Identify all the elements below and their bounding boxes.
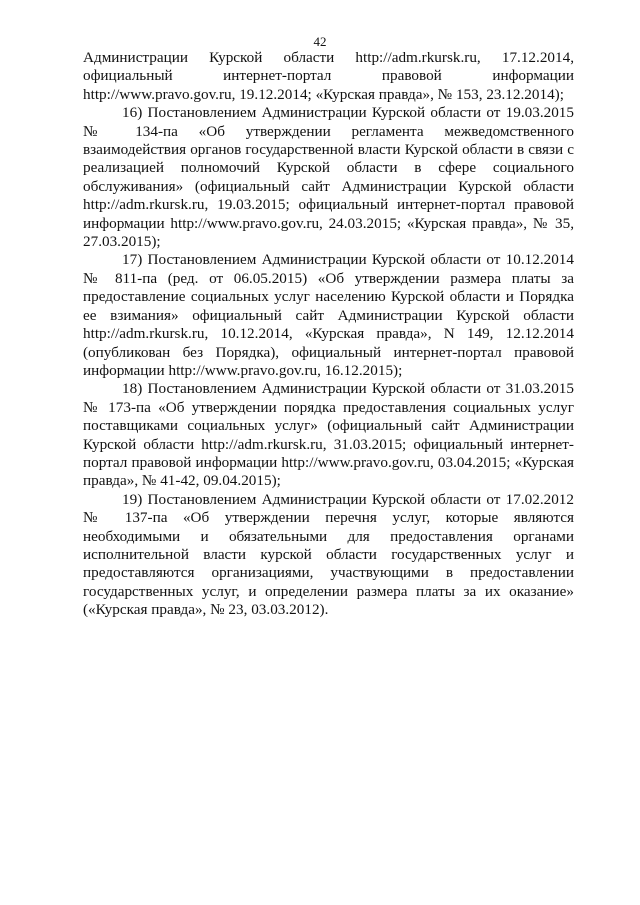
paragraph-item-19: 19) Постановлением Администрации Курской области от 17.02.2012 № 137-па «Об утверждении перечня услуг, которые являются необходимыми и обязательными для предоставления органами исполнительной власти курской области государственных услуг и предоставляются организациями, участвующими в предоставлении государственных услуг, и определении размера платы за их оказание» («Курская правда», № 23, 03.03.2012). (83, 490, 574, 619)
paragraph-item-17: 17) Постановлением Администрации Курской области от 10.12.2014 № 811-па (ред. от 06.05.2015) «Об утверждении размера платы за предоставление социальных услуг населению Курской области и Порядка ее взимания» официальный сайт Администрации Курской области http://adm.rkursk.ru, 10.12.2014, «Курская правда», N 149, 12.12.2014 (опубликован без Порядка), официальный интернет-портал правовой информации http://www.pravo.gov.ru, 16.12.2015); (83, 251, 574, 379)
page-number: 42 (313, 34, 327, 49)
paragraph-item-18: 18) Постановлением Администрации Курской области от 31.03.2015 № 173-па «Об утверждении порядка предоставления социальных услуг поставщиками социальных услуг» (официальный сайт Администрации Курской области http://adm.rkursk.ru, 31.03.2015; официальный интернет-портал правовой информации http://www.pravo.gov.ru, 03.04.2015; «Курская правда», № 41-42, 09.04.2015); (83, 380, 574, 490)
document-body (83, 49, 574, 620)
paragraph-item-16: 16) Постановлением Администрации Курской области от 19.03.2015 № 134-па «Об утверждении регламента межведомственного взаимодействия органов государственной власти Курской области в связи с реализацией полномочий Курской области в сфере социального обслуживания» (официальный сайт Администрации Курской области http://adm.rkursk.ru, 19.03.2015; официальный интернет-портал правовой информации http://www.pravo.gov.ru, 24.03.2015; «Курская правда», № 35, 27.03.2015); (83, 104, 574, 251)
paragraph-continuation: Администрации Курской области http://adm.rkursk.ru, 17.12.2014, официальный интернет-портал правовой информации http://www.pravo.gov.ru, 19.12.2014; «Курская правда», № 153, 23.12.2014); (83, 49, 574, 103)
